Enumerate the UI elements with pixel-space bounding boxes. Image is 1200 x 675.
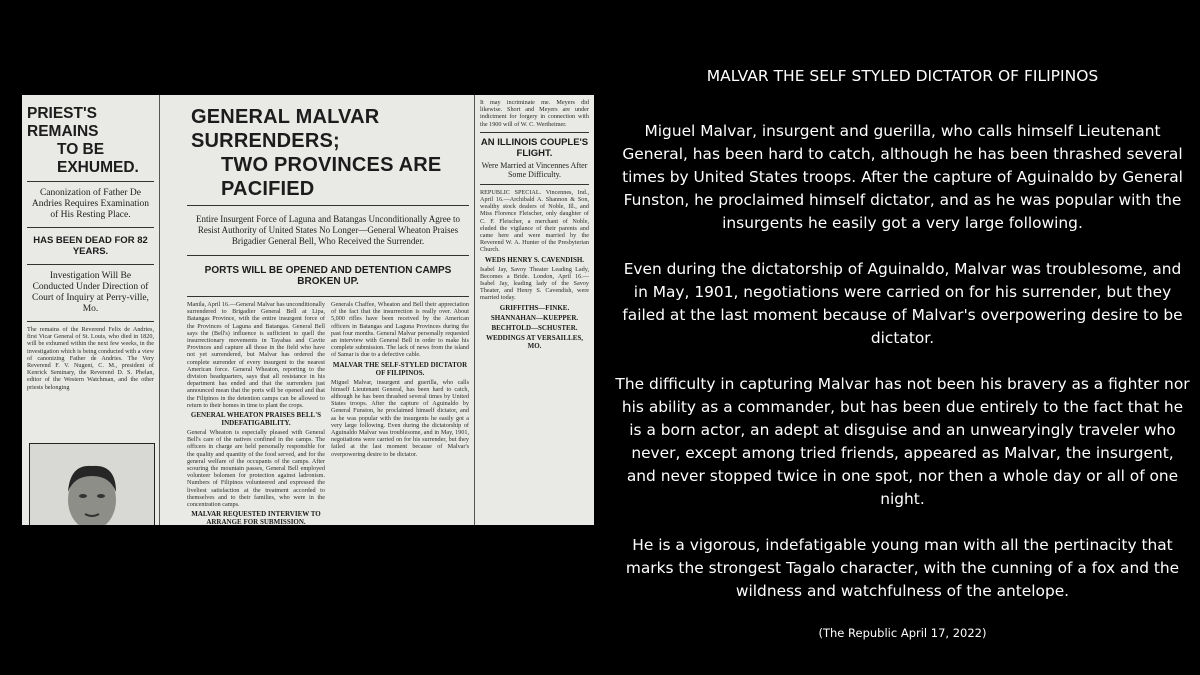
divider — [480, 132, 589, 133]
illinois-couple-body: REPUBLIC SPECIAL. Vincennes, Ind., April 16.—Archibald A. Shannon & Son, wealthy stock dealers of Noble, Ill., and Miss Florence Fleischer, only daughter of C. F. Fleischer, a merchant of Noble, eluded the vigilance of their parents and came here and were married by the Reverend W. A. Hunter of the Presbyterian Church. — [480, 188, 589, 254]
illinois-couple-deck: Were Married at Vincennes After Some Difficulty. — [481, 160, 588, 180]
main-article-body-d: Miguel Malvar, insurgent and guerilla, who calls himself Lieutenant General, has been hard to catch, although he has been thrashed several times by United States troops. After the capture of Aguinaldo by General Funston, he proclaimed himself dictator, and as he was popular with the insurgents he easily got a very large following. Even during the dictatorship of Aguinaldo Malvar was troublesome, and in May, 1901, negotiations were carried on for his surrender, but they failed at the last moment because of Malvar's overpowering desire to be dictator. — [331, 378, 469, 458]
bechtold-subhead: BECHTOLD—SCHUSTER. — [491, 323, 578, 332]
transcript-title: MALVAR THE SELF STYLED DICTATOR OF FILIPINOS — [706, 67, 1099, 85]
forgery-article-body: It may incriminate me. Meyers did likewise. Short and Meyers are under indictment for forgery in connection with the 1900 will of W. C. Wertheimer. — [480, 99, 589, 128]
priest-caps-line: HAS BEEN DEAD FOR 82 YEARS. — [33, 235, 148, 257]
divider — [480, 184, 589, 185]
versailles-subhead: WEDDINGS AT VERSAILLES, MO. — [485, 333, 584, 350]
main-article-columns — [187, 301, 469, 525]
malvar-surrenders-headline — [187, 105, 469, 201]
main-article-body-c: Generals Chaffee, Wheaton and Bell their appreciation of the fact that the insurrection is really over. About 5,000 rifles have been received by the American officers in Batangas and Laguna Provinces during the past four months. General Malvar personally requested an interview with General Bell in order to make his complete submission. The lack of news from the island of Samar is due to a defective cable. — [331, 301, 469, 359]
transcript-panel — [615, 66, 1190, 641]
illinois-couple-headline: AN ILLINOIS COUPLE'S FLIGHT. — [480, 136, 589, 159]
priest-headline-line-2: TO BE EXHUMED. — [57, 141, 139, 176]
main-headline-line-2: TWO PROVINCES ARE PACIFIED — [221, 154, 442, 200]
divider — [187, 205, 469, 206]
newspaper-clipping — [22, 95, 594, 525]
divider — [187, 255, 469, 256]
dictator-subhead: MALVAR THE SELF-STYLED DICTATOR OF FILIPINOS. — [332, 360, 468, 377]
griffiths-subhead: GRIFFITHS—FINKE. — [499, 303, 570, 312]
ports-subheadline: PORTS WILL BE OPENED AND DETENTION CAMPS BROKEN UP. — [204, 265, 452, 287]
priest-deck-2: Investigation Will Be Conducted Under Direction of Court of Inquiry at Perry-ville, Mo. — [32, 271, 149, 314]
priest-article-body: The remains of the Reverend Felix de Andries, first Vicar General of St. Louis, who died in 1820, will be exhumed within the next few weeks, in the investigation which is being conducted with a view of canonizing Father de Andries. The Very Reverend F. V. Nugent, C. M., president of Kenrick Seminary, the Reverend D. S. Phelan, editor of the Western Watchman, and the other priests belonging — [27, 326, 154, 391]
shannahan-subhead: SHANNAHAN—KUEPPER. — [490, 313, 579, 322]
divider — [27, 321, 154, 322]
main-article-column-b — [331, 301, 469, 525]
portrait-drawing — [30, 444, 154, 525]
clipping-column-left — [22, 95, 160, 525]
clipping-column-main — [182, 95, 474, 525]
main-deck: Entire Insurgent Force of Laguna and Batangas Unconditionally Agree to Resist Authority of United States No Longer—General Wheaton Praises Brigadier General Bell, Who Received the Surrender. — [195, 214, 460, 246]
main-article-body-a: Manila, April 16.—General Malvar has unconditionally surrendered to Brigadier General Bell at Lipa, Batangas Province, with the entire insurgent force of the Provinces of Laguna and Batangas. General Bell says the (Bell's) influence is sufficient to quell the insurrectionary movements in Tayabas and Cavite Provinces and capture all those in the field who have not yet surrendered, but Malvar has ordered the complete surrender of every insurgent to the nearest American force. General Wheaton, reporting to the division headquarters, says that all resistance in his department has ended and that the surrenders just announced mean that the ports will be opened and that the Filipinos in the detention camps can be allowed to return to their homes in time to plant the crops. — [187, 301, 325, 409]
main-article-column-a — [187, 301, 325, 525]
priest-deck: Canonization of Father De Andries Requires Examination of His Resting Place. — [31, 188, 150, 220]
wheaton-subhead: GENERAL WHEATON PRAISES BELL'S INDEFATIGABILITY. — [190, 411, 322, 428]
divider — [27, 264, 154, 265]
interview-subhead: MALVAR REQUESTED INTERVIEW TO ARRANGE FOR SUBMISSION. — [191, 510, 321, 525]
cavendish-body: Isabel Jay, Savoy Theater Leading Lady, Becomes a Bride. London, April 16.—Isabel Jay, leading lady of the Savoy Theater, and Henry S. Cavendish, were married today. — [480, 265, 589, 302]
malvar-portrait-image — [29, 443, 155, 525]
main-article-body-b: General Wheaton is especially pleased with General Bell's care of the natives confined in the camps. The officers in charge are held personally responsible for the quality and quantity of the food served, and for the general welfare of the occupants of the camps. After scouring the mountain passes, General Bell employed volunteer bolomen for protection against ladronism. Numbers of Filipinos volunteered and expressed the liveliest satisfaction at the treatment accorded to themselves and to their families, who were in the concentration camps. — [187, 429, 325, 509]
priest-headline — [27, 105, 154, 177]
transcript-paragraph-1: Miguel Malvar, insurgent and guerilla, who calls himself Lieutenant General, has been hard to catch, although he has been thrashed several times by United States troops. After the capture of Aguinaldo by General Funston, he proclaimed himself dictator, and as he was popular with the insurgents he easily got a very large following. — [622, 122, 1183, 232]
divider — [187, 296, 469, 297]
priest-headline-line-1: PRIEST'S REMAINS — [27, 105, 99, 140]
main-headline-line-1: GENERAL MALVAR SURRENDERS; — [191, 106, 380, 152]
transcript-paragraph-4: He is a vigorous, indefatigable young man with all the pertinacity that marks the strongest Tagalo character, with the cunning of a fox and the wildness and watchfulness of the antelope. — [625, 536, 1180, 600]
transcript-paragraph-3: The difficulty in capturing Malvar has not been his bravery as a fighter nor his ability as a commander, but has been due entirely to the fact that he is a born actor, an adept at disguise and an unwearyingly traveler who never, except among tried friends, appeared as Malvar, the insurgent, and never stopped twice in one spot, nor then a whole day or all of one night. — [615, 375, 1190, 508]
clipping-column-right — [474, 95, 594, 525]
transcript-paragraph-2: Even during the dictatorship of Aguinaldo, Malvar was troublesome, and in May, 1901, negotiations were carried on for his surrender, but they failed at the last moment because of Malvar's overpowering desire to be dictator. — [622, 260, 1183, 347]
divider — [27, 227, 154, 228]
source-citation: (The Republic April 17, 2022) — [818, 626, 987, 640]
cavendish-subhead: WEDS HENRY S. CAVENDISH. — [484, 255, 585, 264]
divider — [27, 181, 154, 182]
